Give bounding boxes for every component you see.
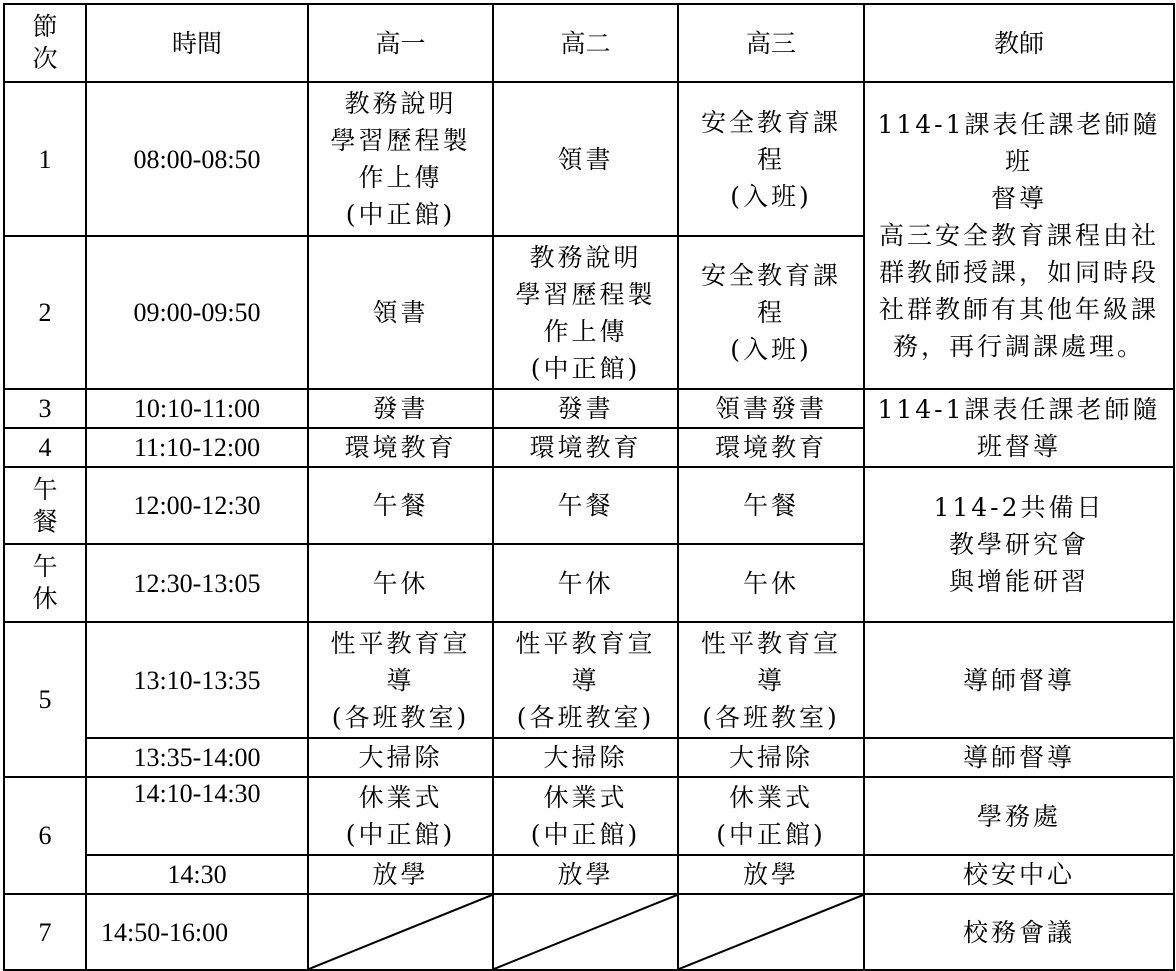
header-grade-1: 高一 [308, 4, 493, 82]
grade-3-cell: 放學 [678, 855, 864, 894]
grade-2-cell: 教務說明 學習歷程製 作上傳 (中正館) [493, 236, 678, 389]
table-row [4, 777, 1174, 855]
schedule-table [3, 3, 1175, 971]
time-cell: 13:10-13:35 [86, 622, 308, 738]
teacher-cell: 114-2共備日 教學研究會 與增能研習 [864, 467, 1174, 622]
header-grade-3: 高三 [678, 4, 864, 82]
grade-3-cell: 安全教育課 程 (入班) [678, 236, 864, 389]
diagonal-slash-icon [679, 895, 863, 969]
period-cell: 午 餐 [4, 467, 86, 544]
time-cell: 09:00-09:50 [86, 236, 308, 389]
grade-2-cell: 放學 [493, 855, 678, 894]
period-cell: 7 [4, 894, 86, 970]
table-row [4, 894, 1174, 970]
diagonal-slash-icon [309, 895, 492, 969]
teacher-cell: 114-1課表任課老師隨班 督導 高三安全教育課程由社 群教師授課，如同時段 社群教師有其他年級課 務，再行調課處理。 [864, 82, 1174, 389]
header-period: 節 次 [4, 4, 86, 82]
time-cell: 12:30-13:05 [86, 544, 308, 622]
grade-2-cell: 性平教育宣 導 (各班教室) [493, 622, 678, 738]
table-row [4, 389, 1174, 428]
time-cell: 14:10-14:30 [86, 777, 308, 855]
diagonal-slash-icon [494, 895, 677, 969]
period-cell: 1 [4, 82, 86, 236]
grade-3-cell: 大掃除 [678, 738, 864, 777]
grade-1-cell: 午休 [308, 544, 493, 622]
grade-1-cell: 教務說明 學習歷程製 作上傳 (中正館) [308, 82, 493, 236]
grade-1-cell: 放學 [308, 855, 493, 894]
teacher-cell: 導師督導 [864, 738, 1174, 777]
table-row [4, 467, 1174, 544]
teacher-cell: 學務處 [864, 777, 1174, 855]
time-cell: 08:00-08:50 [86, 82, 308, 236]
grade-1-cell: 發書 [308, 389, 493, 428]
grade-1-cell: 休業式 (中正館) [308, 777, 493, 855]
grade-2-cell: 大掃除 [493, 738, 678, 777]
grade-3-cell: 安全教育課 程 (入班) [678, 82, 864, 236]
period-cell: 4 [4, 428, 86, 467]
teacher-cell: 114-1課表任課老師隨 班督導 [864, 389, 1174, 467]
grade-1-cell: 大掃除 [308, 738, 493, 777]
table-row [4, 855, 1174, 894]
grade-3-cell: 午休 [678, 544, 864, 622]
period-cell: 6 [4, 777, 86, 894]
grade-1-cell: 午餐 [308, 467, 493, 544]
time-cell: 13:35-14:00 [86, 738, 308, 777]
time-cell: 10:10-11:00 [86, 389, 308, 428]
teacher-cell: 校安中心 [864, 855, 1174, 894]
table-row [4, 738, 1174, 777]
period-cell: 3 [4, 389, 86, 428]
teacher-cell: 導師督導 [864, 622, 1174, 738]
grade-2-cell: 午餐 [493, 467, 678, 544]
time-cell: 11:10-12:00 [86, 428, 308, 467]
empty-slash-cell [678, 894, 864, 970]
grade-2-cell: 發書 [493, 389, 678, 428]
header-grade-2: 高二 [493, 4, 678, 82]
grade-2-cell: 領書 [493, 82, 678, 236]
time-cell: 14:30 [86, 855, 308, 894]
header-time: 時間 [86, 4, 308, 82]
grade-1-cell: 領書 [308, 236, 493, 389]
grade-3-cell: 性平教育宣 導 (各班教室) [678, 622, 864, 738]
teacher-cell: 校務會議 [864, 894, 1174, 970]
period-cell: 午 休 [4, 544, 86, 622]
time-cell: 12:00-12:30 [86, 467, 308, 544]
empty-slash-cell [308, 894, 493, 970]
grade-3-cell: 午餐 [678, 467, 864, 544]
header-row [4, 4, 1174, 82]
grade-2-cell: 休業式 (中正館) [493, 777, 678, 855]
grade-2-cell: 環境教育 [493, 428, 678, 467]
empty-slash-cell [493, 894, 678, 970]
header-teacher: 教師 [864, 4, 1174, 82]
grade-1-cell: 性平教育宣 導 (各班教室) [308, 622, 493, 738]
grade-3-cell: 領書發書 [678, 389, 864, 428]
grade-1-cell: 環境教育 [308, 428, 493, 467]
table-row [4, 622, 1174, 738]
grade-3-cell: 環境教育 [678, 428, 864, 467]
period-cell: 2 [4, 236, 86, 389]
grade-2-cell: 午休 [493, 544, 678, 622]
table-row [4, 82, 1174, 236]
period-cell: 5 [4, 622, 86, 777]
grade-3-cell: 休業式 (中正館) [678, 777, 864, 855]
time-cell: 14:50-16:00 [86, 894, 308, 970]
